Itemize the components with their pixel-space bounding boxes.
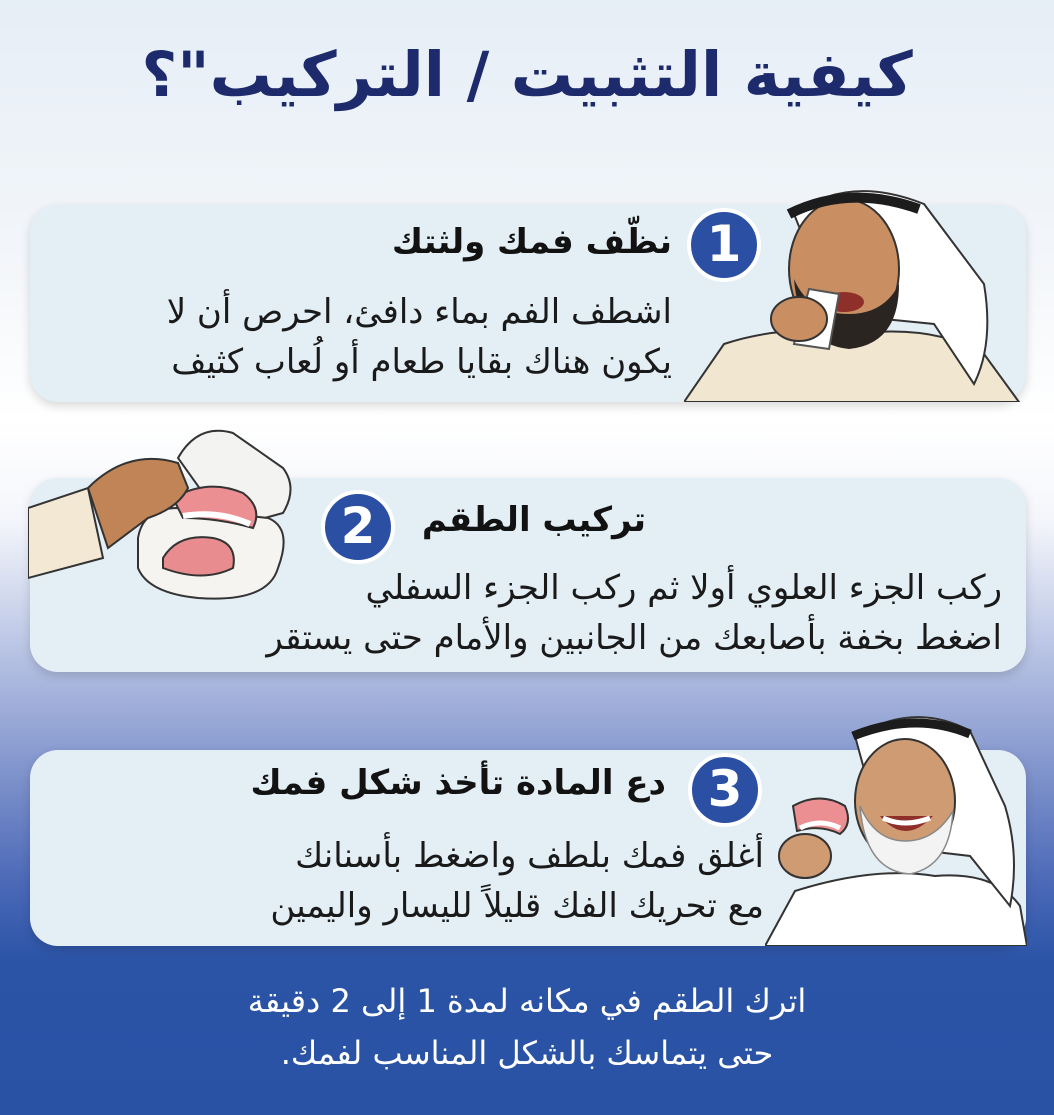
step-3-line-1: أغلق فمك بلطف واضغط بأسنانك xyxy=(295,836,764,876)
man-wiping-mouth-illustration xyxy=(684,174,1024,402)
page-title: كيفية التثبيت / التركيب"؟ xyxy=(141,38,913,111)
step-2-heading: تركيب الطقم xyxy=(421,500,646,540)
step-1-line-1: اشطف الفم بماء دافئ، احرص أن لا xyxy=(166,292,672,332)
step-1-heading: نظّف فمك ولثتك xyxy=(391,222,672,262)
step-number-badge-1: 1 xyxy=(687,208,761,282)
step-number-badge-3: 3 xyxy=(688,753,762,827)
footer-line-1: اترك الطقم في مكانه لمدة 1 إلى 2 دقيقة xyxy=(247,982,807,1020)
hand-holding-denture-case-illustration xyxy=(28,418,300,618)
step-number-badge-2: 2 xyxy=(321,490,395,564)
footer-line-2: حتى يتماسك بالشكل المناسب لفمك. xyxy=(280,1034,774,1072)
step-1-line-2: يكون هناك بقايا طعام أو لُعاب كثيف xyxy=(171,342,672,382)
smiling-man-holding-denture-illustration xyxy=(765,706,1027,946)
step-3-heading: دع المادة تأخذ شكل فمك xyxy=(250,763,666,803)
step-2-line-1: ركب الجزء العلوي أولا ثم ركب الجزء السفلي xyxy=(365,568,1002,608)
step-2-line-2: اضغط بخفة بأصابعك من الجانبين والأمام حتى يستقر xyxy=(266,618,1002,658)
step-3-line-2: مع تحريك الفك قليلاً لليسار واليمين xyxy=(270,886,764,926)
